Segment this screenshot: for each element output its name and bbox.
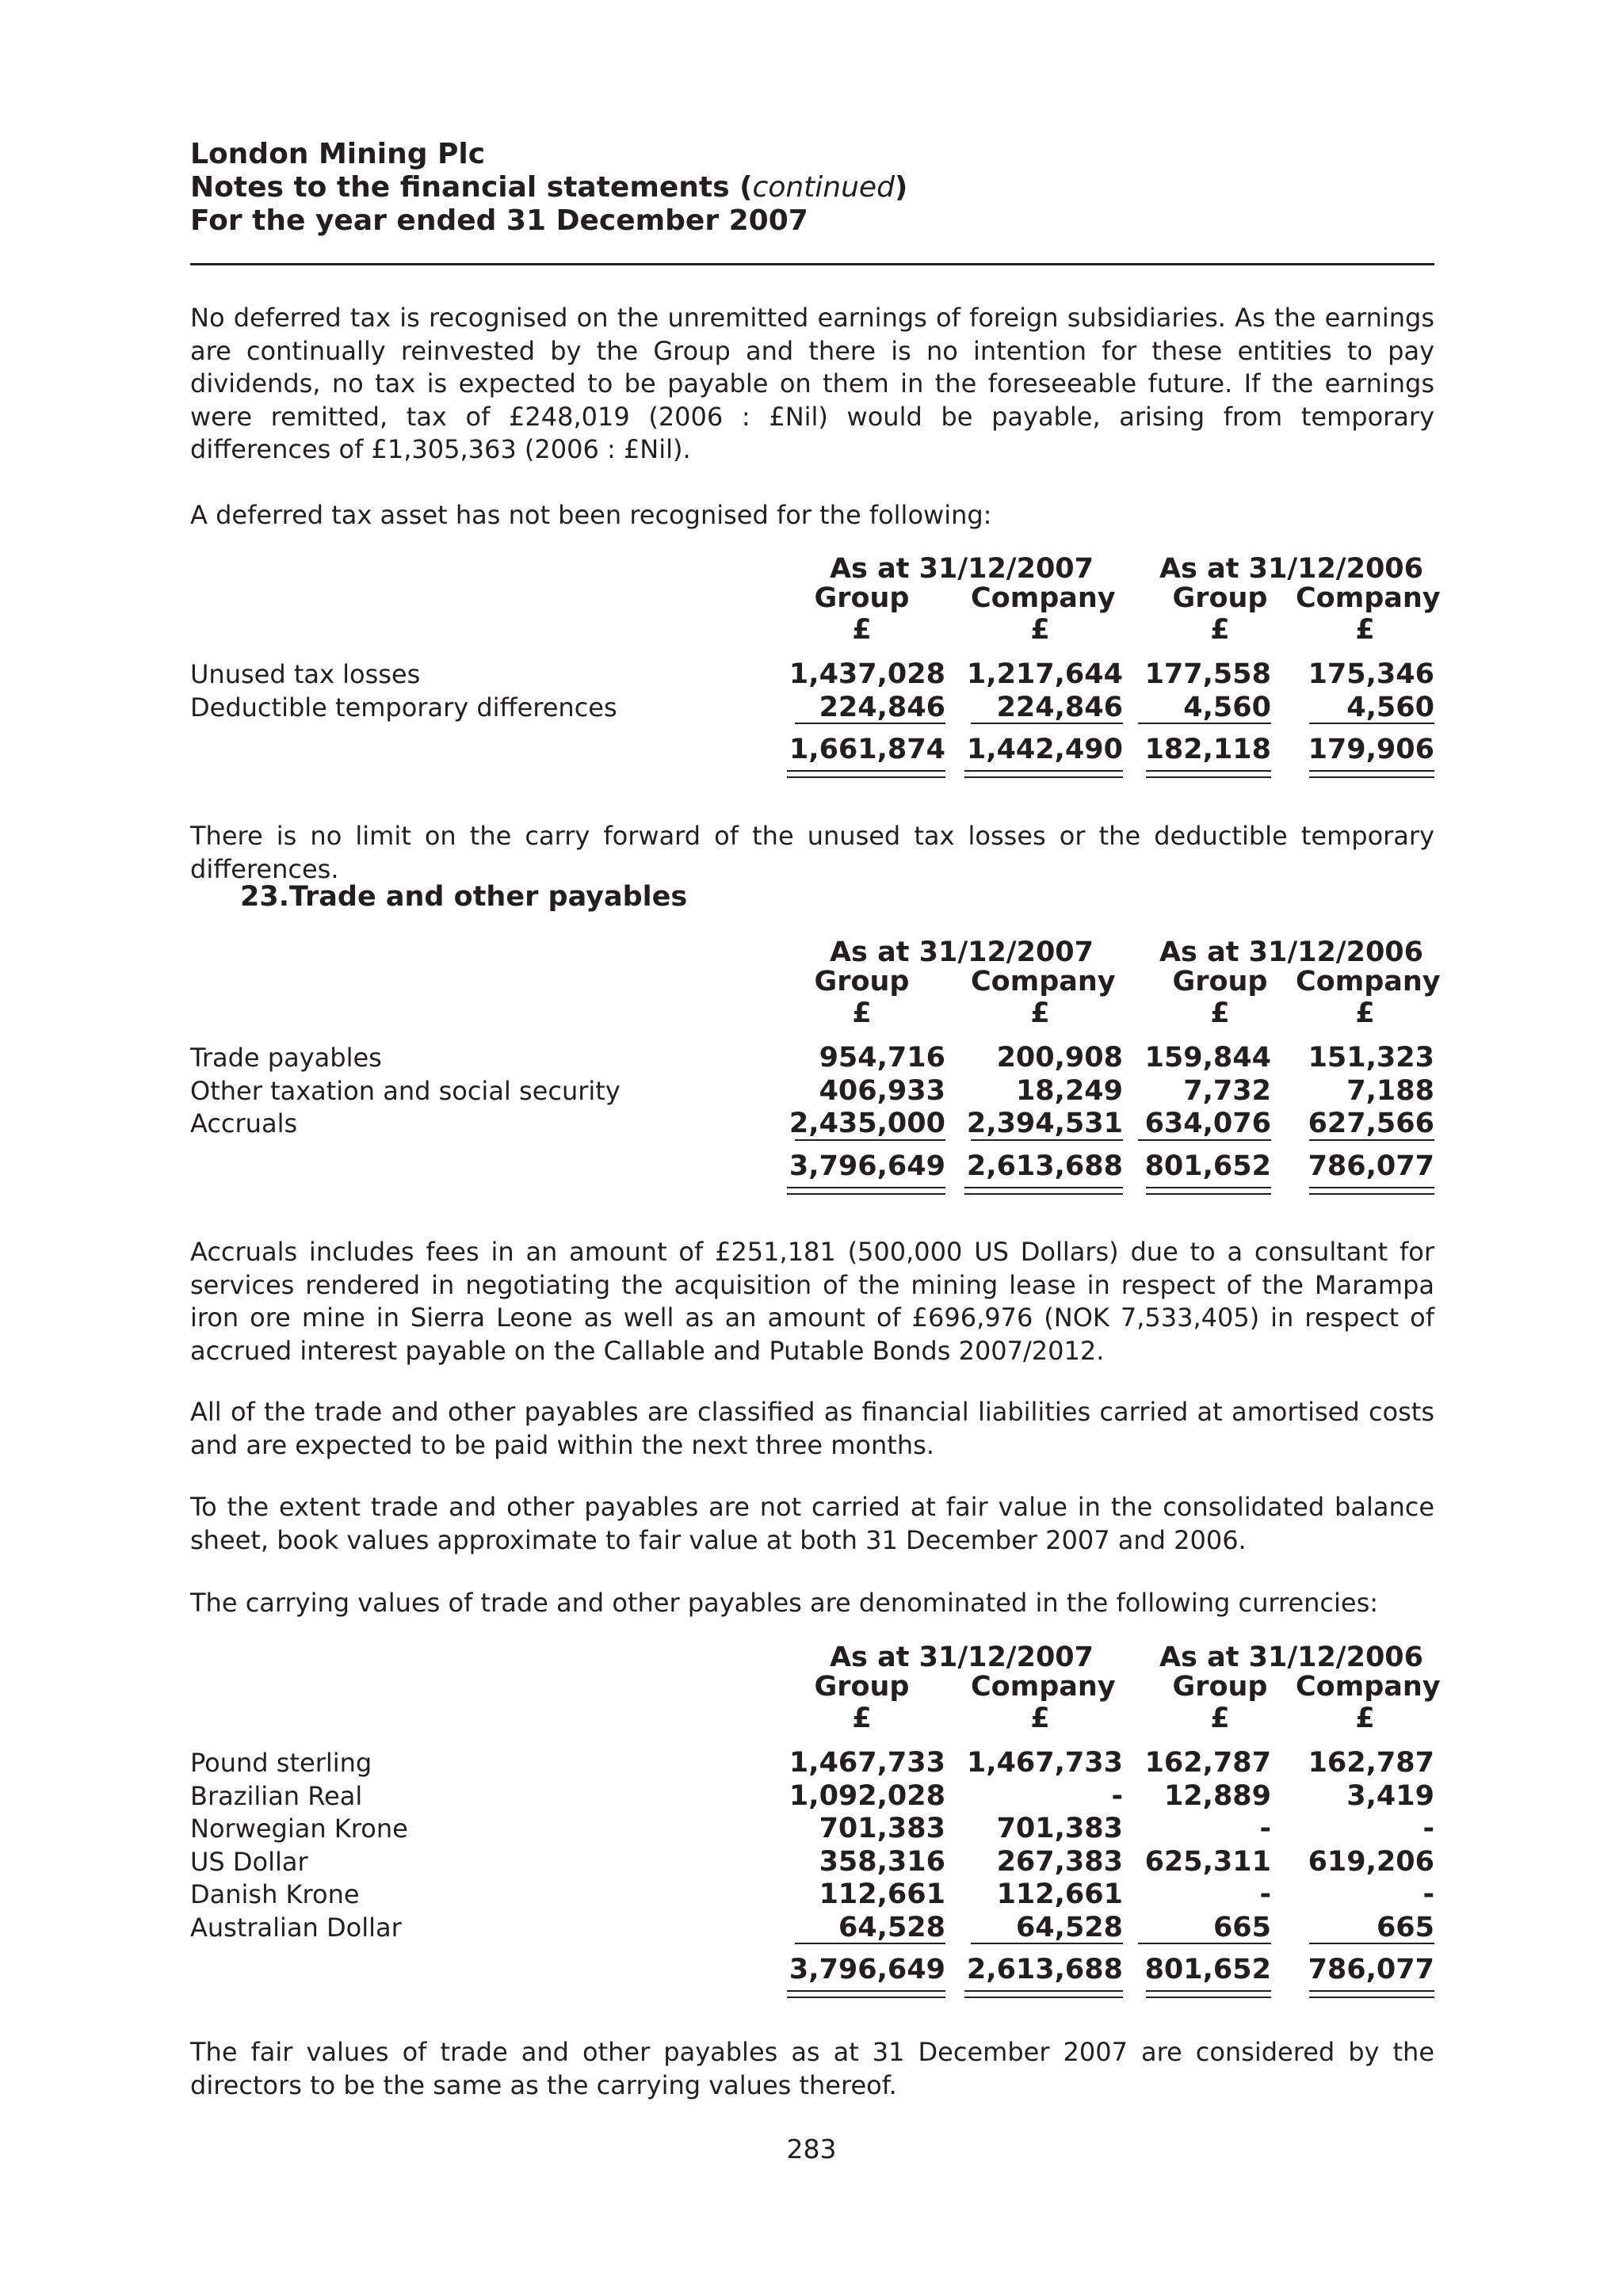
group-2007-value: 954,716 — [819, 1042, 945, 1074]
company-2006-value: 162,787 — [1308, 1747, 1434, 1779]
group-2007-value: 1,437,028 — [789, 658, 945, 690]
table-rows — [190, 1747, 1434, 1992]
period-2007-heading: As at 31/12/2007 — [829, 553, 1094, 585]
double-underline — [787, 1187, 945, 1195]
page-number: 283 — [786, 2134, 837, 2164]
group-2007-value: 1,092,028 — [789, 1779, 945, 1812]
deferred-tax-table — [190, 552, 1441, 772]
double-underline — [787, 770, 945, 778]
group-2006-value: 7,732 — [1183, 1074, 1271, 1107]
total-company-2007: 2,613,688 — [966, 1150, 1123, 1182]
total-row — [190, 732, 1434, 772]
page-header — [190, 138, 1434, 238]
group-2007-heading: Group — [814, 966, 910, 997]
section-title: Trade and other payables — [289, 881, 688, 913]
total-company-2006: 786,077 — [1308, 1954, 1434, 1985]
fair-value-directors-paragraph: The fair values of trade and other payables as at 31 December 2007 are considered by the directors to be the same as the carrying values thereof. — [190, 2037, 1434, 2100]
table-row — [190, 1747, 1434, 1780]
notes-title-text: Notes to the financial statements ( — [190, 171, 753, 204]
company-2007-value: 267,383 — [996, 1845, 1123, 1878]
currency-symbol: £ — [1355, 614, 1375, 646]
currencies-intro-paragraph: The carrying values of trade and other payables are denominated in the following currencies: — [190, 1588, 1379, 1618]
double-underline — [1309, 770, 1434, 778]
group-2006-value: 625,311 — [1144, 1845, 1271, 1878]
table-header — [190, 552, 1441, 652]
row-label: Deductible temporary differences — [190, 692, 617, 723]
table-row — [190, 1042, 1434, 1075]
currency-symbol: £ — [1030, 997, 1050, 1029]
company-2007-value: 224,846 — [964, 692, 1123, 725]
group-2007-value: 406,933 — [819, 1074, 945, 1107]
fair-value-extent-paragraph: To the extent trade and other payables are not carried at fair value in the consolidated balance sheet, book values approximate to fair value at both 31 December 2007 and 2006. — [190, 1492, 1434, 1555]
table-row — [190, 658, 1434, 692]
company-2007-value: - — [1111, 1779, 1123, 1812]
row-label: Unused tax losses — [190, 659, 421, 689]
table-rows — [190, 658, 1434, 772]
deferred-tax-paragraph: No deferred tax is recognised on the unremitted earnings of foreign subsidiaries. As the earnings are continually reinvested by the Group and there is no intention for these entities to pay dividends, no tax is expected to be payable on them in the foreseeable future. If the earnings were remitted, tax of £248,019 (2006 : £Nil) would be payable, arising from temporary differences of £1,305,363 (2006 : £Nil). — [190, 303, 1434, 464]
company-2007-value: 64,528 — [964, 1912, 1123, 1945]
company-2007-value: 18,249 — [1015, 1074, 1123, 1107]
currency-symbol: £ — [1355, 1703, 1375, 1734]
table-row — [190, 1878, 1434, 1912]
double-underline — [1309, 1187, 1434, 1195]
double-underline — [964, 1990, 1123, 1998]
period-2006-heading: As at 31/12/2006 — [1159, 553, 1423, 585]
currency-symbol: £ — [1355, 997, 1375, 1029]
group-2006-value: 12,889 — [1163, 1779, 1271, 1812]
currency-symbol: £ — [1210, 614, 1230, 646]
company-2007-heading: Company — [971, 966, 1116, 997]
period-2006-heading: As at 31/12/2006 — [1159, 1642, 1423, 1673]
row-label: Accruals — [190, 1108, 298, 1138]
company-2007-value: 1,467,733 — [966, 1747, 1123, 1779]
company-2006-value: 665 — [1292, 1912, 1434, 1945]
table-row — [190, 1108, 1434, 1141]
table-row — [190, 1813, 1434, 1846]
group-2006-value: 159,844 — [1144, 1042, 1271, 1074]
company-2007-value: 2,394,531 — [964, 1108, 1123, 1141]
currency-symbol: £ — [852, 1703, 872, 1734]
company-2006-value: - — [1423, 1878, 1434, 1910]
company-2006-value: 627,566 — [1292, 1108, 1434, 1141]
group-2007-heading: Group — [814, 582, 910, 614]
company-2006-value: 175,346 — [1308, 658, 1434, 690]
total-company-2007: 1,442,490 — [966, 734, 1123, 765]
company-name: London Mining Plc — [190, 138, 486, 170]
double-underline — [1146, 1990, 1271, 1998]
double-underline — [787, 1990, 945, 1998]
company-2007-heading: Company — [971, 1671, 1116, 1703]
period-2007-heading: As at 31/12/2007 — [829, 1642, 1094, 1673]
company-2006-value: 4,560 — [1292, 692, 1434, 725]
notes-title-close: ) — [894, 171, 908, 204]
group-2006-value: 634,076 — [1128, 1108, 1271, 1141]
table-header — [190, 1641, 1441, 1741]
group-2006-heading: Group — [1172, 582, 1268, 614]
group-2006-heading: Group — [1172, 1671, 1268, 1703]
company-2007-value: 701,383 — [996, 1813, 1123, 1844]
continued-label: continued — [752, 171, 895, 204]
company-2006-heading: Company — [1296, 1671, 1441, 1703]
group-2007-value: 64,528 — [787, 1912, 945, 1945]
row-label: Trade payables — [190, 1043, 382, 1073]
group-2007-value: 1,467,733 — [789, 1747, 945, 1779]
group-2006-value: - — [1259, 1878, 1271, 1910]
company-2007-value: 1,217,644 — [966, 658, 1123, 690]
table-rows — [190, 1042, 1434, 1188]
total-group-2007: 3,796,649 — [789, 1150, 945, 1182]
trade-payables-table — [190, 936, 1441, 1188]
group-2006-value: - — [1259, 1813, 1271, 1844]
company-2006-value: 7,188 — [1346, 1074, 1434, 1107]
accruals-paragraph: Accruals includes fees in an amount of £251,181 (500,000 US Dollars) due to a consultant for services rendered in negotiating the acquisition of the mining lease in respect of the Marampa iron ore mine in Sierra Leone as well as an amount of £696,976 (NOK 7,533,405) in respect of accrued interest payable on the Callable and Putable Bonds 2007/2012. — [190, 1237, 1434, 1366]
row-label: Danish Krone — [190, 1879, 360, 1909]
total-group-2006: 801,652 — [1144, 1150, 1271, 1182]
group-2007-heading: Group — [814, 1671, 910, 1703]
group-2006-value: 4,560 — [1128, 692, 1271, 725]
table-row — [190, 1075, 1434, 1108]
table-row — [190, 1846, 1434, 1879]
total-group-2007: 3,796,649 — [789, 1954, 945, 1985]
group-2006-heading: Group — [1172, 966, 1268, 997]
period-title: For the year ended 31 December 2007 — [190, 204, 808, 237]
total-row — [190, 1952, 1434, 1992]
double-underline — [1146, 770, 1271, 778]
group-2007-value: 358,316 — [819, 1845, 945, 1878]
table-row — [190, 1780, 1434, 1814]
total-group-2006: 182,118 — [1144, 734, 1271, 765]
company-2006-value: 619,206 — [1308, 1845, 1434, 1878]
total-company-2006: 786,077 — [1308, 1150, 1434, 1182]
currency-symbol: £ — [852, 614, 872, 646]
double-underline — [964, 770, 1123, 778]
row-label: Brazilian Real — [190, 1780, 363, 1811]
company-2006-value: - — [1423, 1813, 1434, 1844]
row-label: Australian Dollar — [190, 1912, 402, 1943]
row-label: Pound sterling — [190, 1748, 372, 1778]
group-2007-value: 224,846 — [787, 692, 945, 725]
deferred-tax-asset-paragraph: A deferred tax asset has not been recognised for the following: — [190, 500, 992, 530]
row-label: Norwegian Krone — [190, 1814, 408, 1844]
company-2006-heading: Company — [1296, 582, 1441, 614]
table-header — [190, 936, 1441, 1035]
row-label: Other taxation and social security — [190, 1075, 621, 1106]
table-row — [190, 692, 1434, 725]
group-2006-value: 162,787 — [1144, 1747, 1271, 1779]
double-underline — [964, 1187, 1123, 1195]
total-company-2006: 179,906 — [1308, 734, 1434, 765]
total-group-2007: 1,661,874 — [789, 734, 945, 765]
company-2006-heading: Company — [1296, 966, 1441, 997]
company-2006-value: 3,419 — [1346, 1779, 1434, 1812]
total-row — [190, 1149, 1434, 1188]
classification-paragraph: All of the trade and other payables are classified as financial liabilities carried at amortised costs and are expected to be paid within the next three months. — [190, 1397, 1434, 1460]
currency-symbol: £ — [1210, 1703, 1230, 1734]
notes-title — [190, 171, 1434, 204]
currency-symbol: £ — [1210, 997, 1230, 1029]
period-2006-heading: As at 31/12/2006 — [1159, 936, 1423, 968]
currencies-table — [190, 1641, 1441, 1992]
company-2007-value: 200,908 — [996, 1042, 1123, 1074]
no-limit-paragraph: There is no limit on the carry forward of the unused tax losses or the deductible temporary differences. — [190, 821, 1434, 884]
section-heading — [190, 879, 687, 914]
group-2007-value: 2,435,000 — [787, 1108, 945, 1141]
row-label: US Dollar — [190, 1846, 308, 1877]
group-2006-value: 177,558 — [1144, 658, 1271, 690]
group-2006-value: 665 — [1128, 1912, 1271, 1945]
company-2007-value: 112,661 — [996, 1878, 1123, 1910]
header-divider — [190, 263, 1434, 265]
company-2007-heading: Company — [971, 582, 1116, 614]
section-number: 23. — [239, 881, 289, 913]
group-2007-value: 112,661 — [819, 1878, 945, 1910]
total-group-2006: 801,652 — [1144, 1954, 1271, 1985]
double-underline — [1309, 1990, 1434, 1998]
group-2007-value: 701,383 — [819, 1813, 945, 1844]
currency-symbol: £ — [852, 997, 872, 1029]
company-2006-value: 151,323 — [1308, 1042, 1434, 1074]
table-row — [190, 1912, 1434, 1945]
currency-symbol: £ — [1030, 1703, 1050, 1734]
total-company-2007: 2,613,688 — [966, 1954, 1123, 1985]
currency-symbol: £ — [1030, 614, 1050, 646]
period-2007-heading: As at 31/12/2007 — [829, 936, 1094, 968]
double-underline — [1146, 1187, 1271, 1195]
